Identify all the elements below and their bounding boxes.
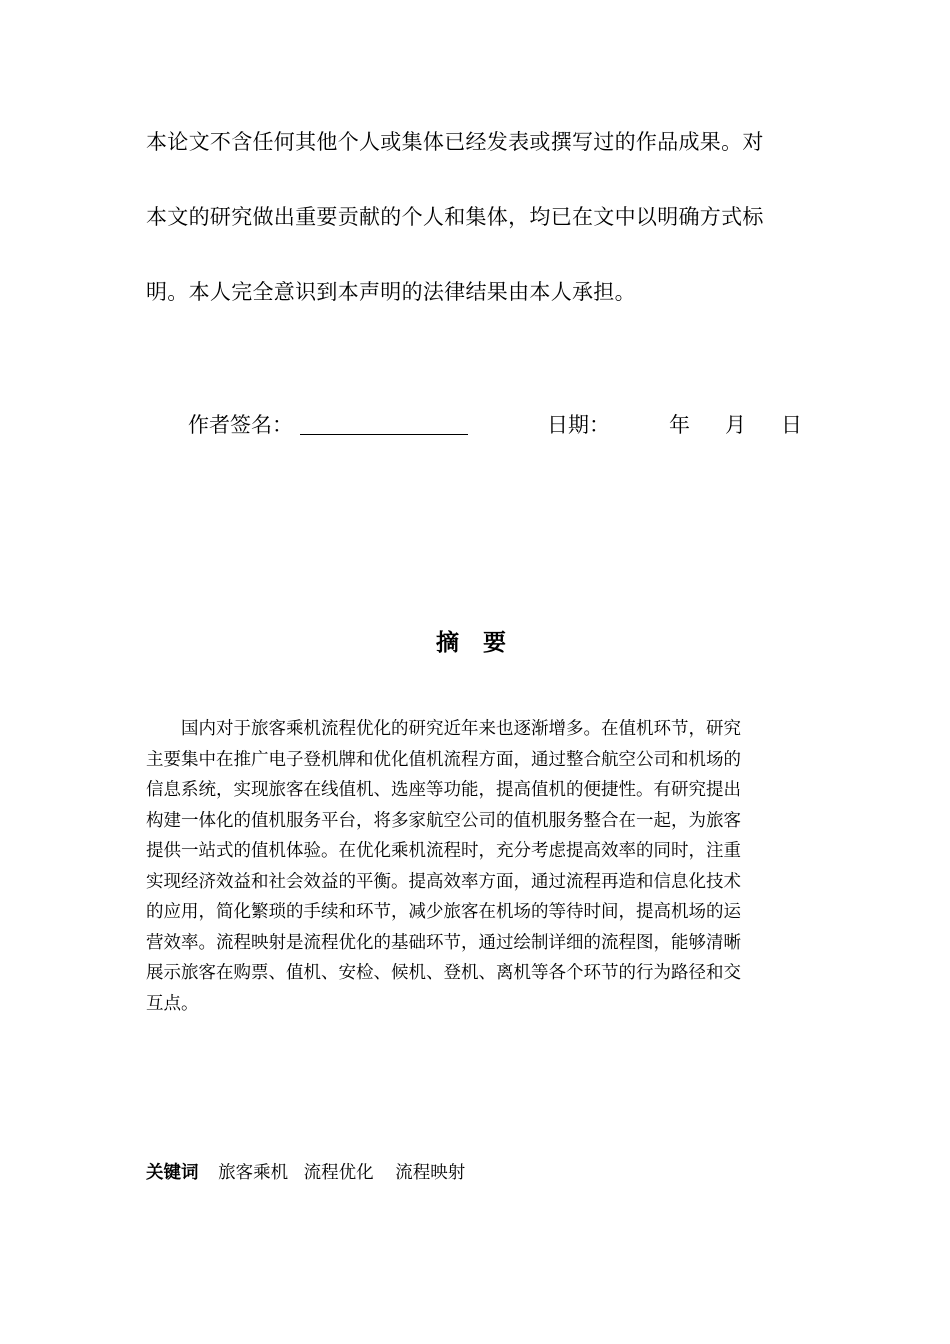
keywords-row [146,1159,475,1187]
abstract-title: 摘 要 [435,630,514,656]
abstract-line-10: 互点。 [146,993,199,1014]
signature-row [0,410,950,442]
author-signature-label: 作者签名： [188,413,293,437]
date-label: 日期： [547,413,610,437]
abstract-line-3: 信息系统，实现旅客在线值机、选座等功能，提高值机的便捷性。有研究提出 [146,780,741,800]
abstract-line-1: 国内对于旅客乘机流程优化的研究近年来也逐渐增多。在值机环节，研究 [181,719,741,739]
abstract-line-5: 提供一站式的值机体验。在优化乘机流程时，充分考虑提高效率的同时，注重 [146,841,741,861]
signature-blank-line [300,434,468,435]
declaration-line-3: 明。本人完全意识到本声明的法律结果由本人承担。 [146,280,636,304]
keyword-item: 流程映射 [395,1163,466,1183]
day-label: 日 [781,413,802,437]
abstract-line-4: 构建一体化的值机服务平台，将多家航空公司的值机服务整合在一起，为旅客 [146,810,741,831]
year-label: 年 [669,413,690,437]
abstract-line-8: 营效率。流程映射是流程优化的基础环节，通过绘制详细的流程图，能够清晰 [146,932,741,953]
keyword-item: 流程优化 [303,1163,374,1183]
month-label: 月 [725,413,746,437]
abstract-line-6: 实现经济效益和社会效益的平衡。提高效率方面，通过流程再造和信息化技术 [146,871,741,892]
declaration-line-2: 本文的研究做出重要贡献的个人和集体，均已在文中以明确方式标 [146,205,764,229]
keywords-label: 关键词 [146,1163,199,1183]
declaration-line-1: 本论文不含任何其他个人或集体已经发表或撰写过的作品成果。对 [146,130,764,154]
keyword-item: 旅客乘机 [218,1163,289,1183]
abstract-line-7: 的应用，简化繁琐的手续和环节，减少旅客在机场的等待时间，提高机场的运 [146,902,741,922]
abstract-body [146,714,806,1019]
abstract-line-2: 主要集中在推广电子登机牌和优化值机流程方面，通过整合航空公司和机场的 [146,749,741,770]
abstract-line-9: 展示旅客在购票、值机、安检、候机、登机、离机等各个环节的行为路径和交 [146,963,741,983]
